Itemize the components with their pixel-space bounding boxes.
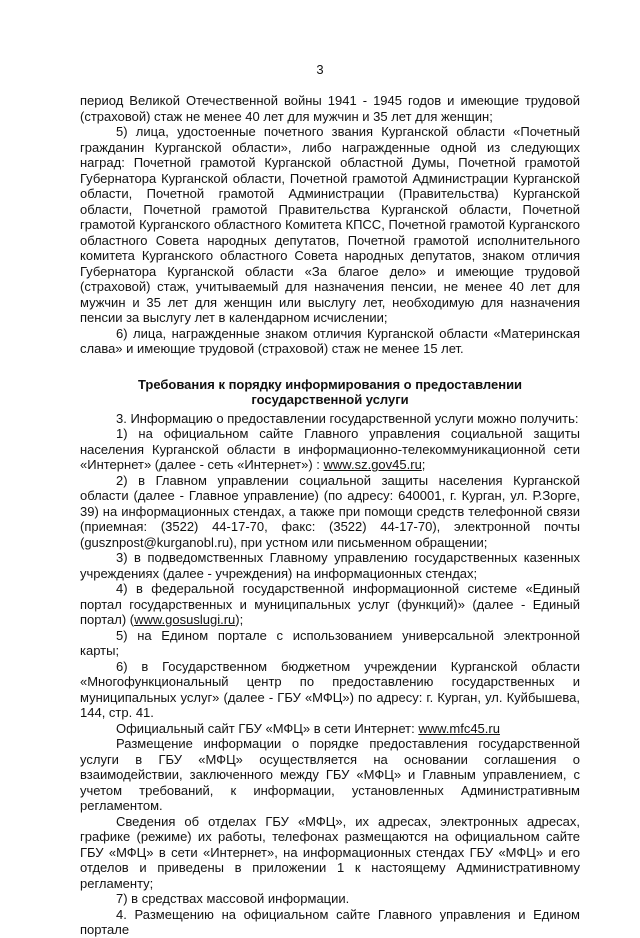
paragraph-3-5: 5) на Едином портале с использованием универсальной электронной карты;: [80, 627, 580, 658]
paragraph-3-4-end: );: [235, 612, 244, 627]
section-heading-line-1: Требования к порядку информирования о предоставлении: [137, 376, 523, 392]
gosuslugi-link: www.gosuslugi.ru: [134, 612, 236, 627]
paragraph-3-4-text: 4) в федеральной государственной информационной системе «Единый портал государственных и муниципальных услуг (функций)» (далее - Единый портал) (: [80, 581, 580, 627]
paragraph-3-7: 7) в средствах массовой информации.: [116, 891, 350, 906]
paragraph-4: 4. Размещению на официальном сайте Главного управления и Едином портале: [80, 906, 580, 937]
mfc-site-text: Официальный сайт ГБУ «МФЦ» в сети Интернет:: [116, 720, 419, 736]
paragraph-item-5: 5) лица, удостоенные почетного звания Курганской области «Почетный гражданин Курганской области», либо награжденные одной из следующих наград: Почетной грамотой Курганской областной Думы, Почетной грамотой Губернатора Курганской области, Почетной грамотой Администрации Курганской области, Почетной грамотой Администрации (Правительства) Курганской области, Почетной грамотой Правительства Курганской области, Почетной грамотой Курганского областного Комитета КПСС, Почетной грамотой Курганского областного Совета народных депутатов, Почетной грамотой исполнительного комитета Курганского областного Совета народных депутатов, знаком отличия Губернатора Курганской области «За благое дело» и имеющие трудовой (страховой) стаж, учитываемый для назначения пенсии, не менее 40 лет для мужчин и 35 лет для женщин или выслугу лет, необходимую для назначения пенсии за выслугу лет в календарном исчислении;: [80, 124, 580, 325]
mfc45-link: www.mfc45.ru: [418, 720, 500, 736]
sz-gov45-link: www.sz.gov45.ru: [323, 457, 422, 472]
paragraph-3-3: 3) в подведомственных Главному управлению государственных казенных учреждениях (далее - учреждения) на информационных стендах;: [80, 550, 580, 581]
paragraph-3: 3. Информацию о предоставлении государственной услуги можно получить:: [116, 410, 579, 426]
paragraph-3-2: 2) в Главном управлении социальной защиты населения Курганской области (далее - Главное управление) (по адресу: 640001, г. Курган, ул. Р.Зорге, 39) на информационных стендах, а также при помощи средств телефонной связи (приемная: (3522) 44-17-70, факс: (3522) 44-17-70), электронной почты (gusznpost@kurganobl.ru), при устном или письменном обращении;: [80, 472, 580, 550]
paragraph-3-4: [80, 581, 580, 628]
paragraph-3-1-text: 1) на официальном сайте Главного управления социальной защиты населения Курганской области в информационно-телекоммуникационной сети «Интернет» (далее - сеть «Интернет») :: [80, 426, 580, 472]
paragraph-3-6: 6) в Государственном бюджетном учреждении Курганской области «Многофункциональный центр по предоставлению государственных и муниципальных услуг» (далее - ГБУ «МФЦ») по адресу: г. Курган, ул. Куйбышева, 144, стр. 41.: [80, 658, 580, 720]
paragraph-3-1-end: ;: [421, 457, 426, 472]
paragraph-mfc-info: Сведения об отделах ГБУ «МФЦ», их адресах, электронных адресах, графике (режиме) их работы, телефонах размещаются на официальном сайте ГБУ «МФЦ» в сети «Интернет», на информационных стендах ГБУ «МФЦ» и его отделов и приведены в приложении 1 к настоящему Административному регламенту;: [80, 813, 580, 891]
paragraph-3-1: [80, 426, 580, 473]
paragraph-placement: Размещение информации о порядке предоставления государственной услуги в ГБУ «МФЦ» осуществляется на основании соглашения о взаимодействии, заключенного между ГБУ «МФЦ» и Главным управлением, с учетом требований, к информации, установленных Административным регламентом.: [80, 736, 580, 813]
paragraph-intro-continuation: период Великой Отечественной войны 1941 - 1945 годов и имеющие трудовой (страховой) стаж не менее 40 лет для мужчин и 35 лет для женщин;: [80, 93, 580, 124]
document-body: [80, 93, 580, 938]
section-heading: [80, 377, 580, 408]
paragraph-mfc-site: [80, 721, 580, 737]
paragraph-item-6: 6) лица, награжденные знаком отличия Курганской области «Материнская слава» и имеющие трудовой (страховой) стаж не менее 15 лет.: [80, 325, 580, 356]
page-number: 3: [316, 62, 324, 77]
section-heading-line-2: государственной услуги: [251, 392, 409, 407]
